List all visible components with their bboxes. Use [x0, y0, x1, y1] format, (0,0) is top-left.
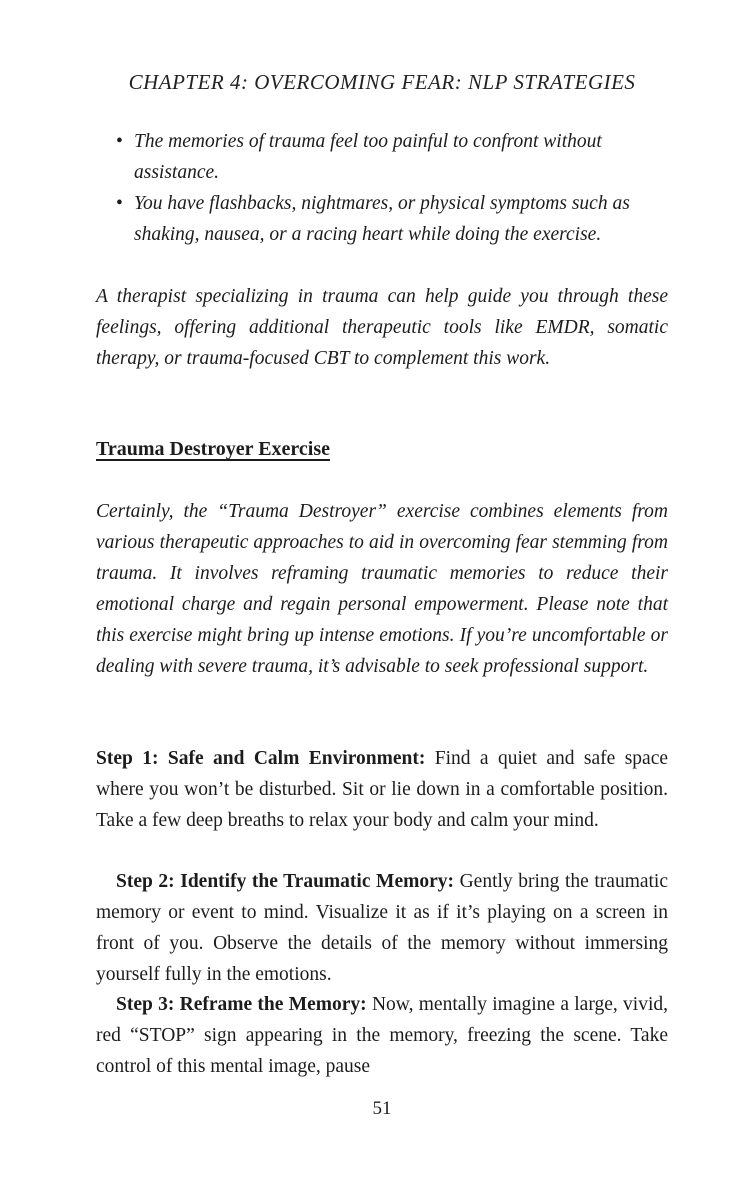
bullet-list [96, 126, 668, 250]
step-3-paragraph [96, 989, 668, 1082]
running-header: CHAPTER 4: OVERCOMING FEAR: NLP STRATEGIES [128, 70, 636, 94]
bullet-text: The memories of trauma feel too painful to confront without assistance. [134, 131, 602, 183]
step-2-label: Step 2: Identify the Traumatic Memory: [116, 871, 455, 892]
bullet-icon: • [116, 193, 123, 214]
page-number: 51 [372, 1098, 392, 1119]
step-2-text: Gently bring the traumatic memory or event to mind. Visualize it as if it’s playing on a screen in front of you. Observe the details of the memory without immersing yourself fully in the emotions. [96, 871, 669, 985]
step-3-text: Now, mentally imagine a large, vivid, red “STOP” sign appearing in the memory, freezing the scene. Take control of this mental image, pause [96, 994, 668, 1077]
step-1-paragraph [96, 743, 668, 836]
bullet-text: You have flashbacks, nightmares, or physical symptoms such as shaking, nausea, or a racing heart while doing the exercise. [134, 193, 630, 245]
therapist-paragraph: A therapist specializing in trauma can help guide you through these feelings, offering additional therapeutic tools like EMDR, somatic therapy, or trauma-focused CBT to complement this work. [96, 286, 668, 369]
list-item [96, 126, 668, 188]
step-1-text: Find a quiet and safe space where you won’t be disturbed. Sit or lie down in a comfortable position. Take a few deep breaths to relax your body and calm your mind. [96, 748, 669, 831]
step-2-paragraph [96, 866, 668, 990]
bullet-icon: • [116, 131, 123, 152]
section-heading: Trauma Destroyer Exercise [96, 438, 331, 460]
section-intro: Certainly, the “Trauma Destroyer” exercise combines elements from various therapeutic approaches to aid in overcoming fear stemming from trauma. It involves reframing traumatic memories to reduce their emotional charge and regain personal empowerment. Please note that this exercise might bring up intense emotions. If you’re uncomfortable or dealing with severe trauma, it’s advisable to seek professional support. [96, 501, 668, 677]
step-3-label: Step 3: Reframe the Memory: [116, 994, 367, 1015]
list-item [96, 188, 668, 250]
book-page [96, 0, 668, 1200]
step-1-label: Step 1: Safe and Calm Environment: [96, 748, 426, 769]
